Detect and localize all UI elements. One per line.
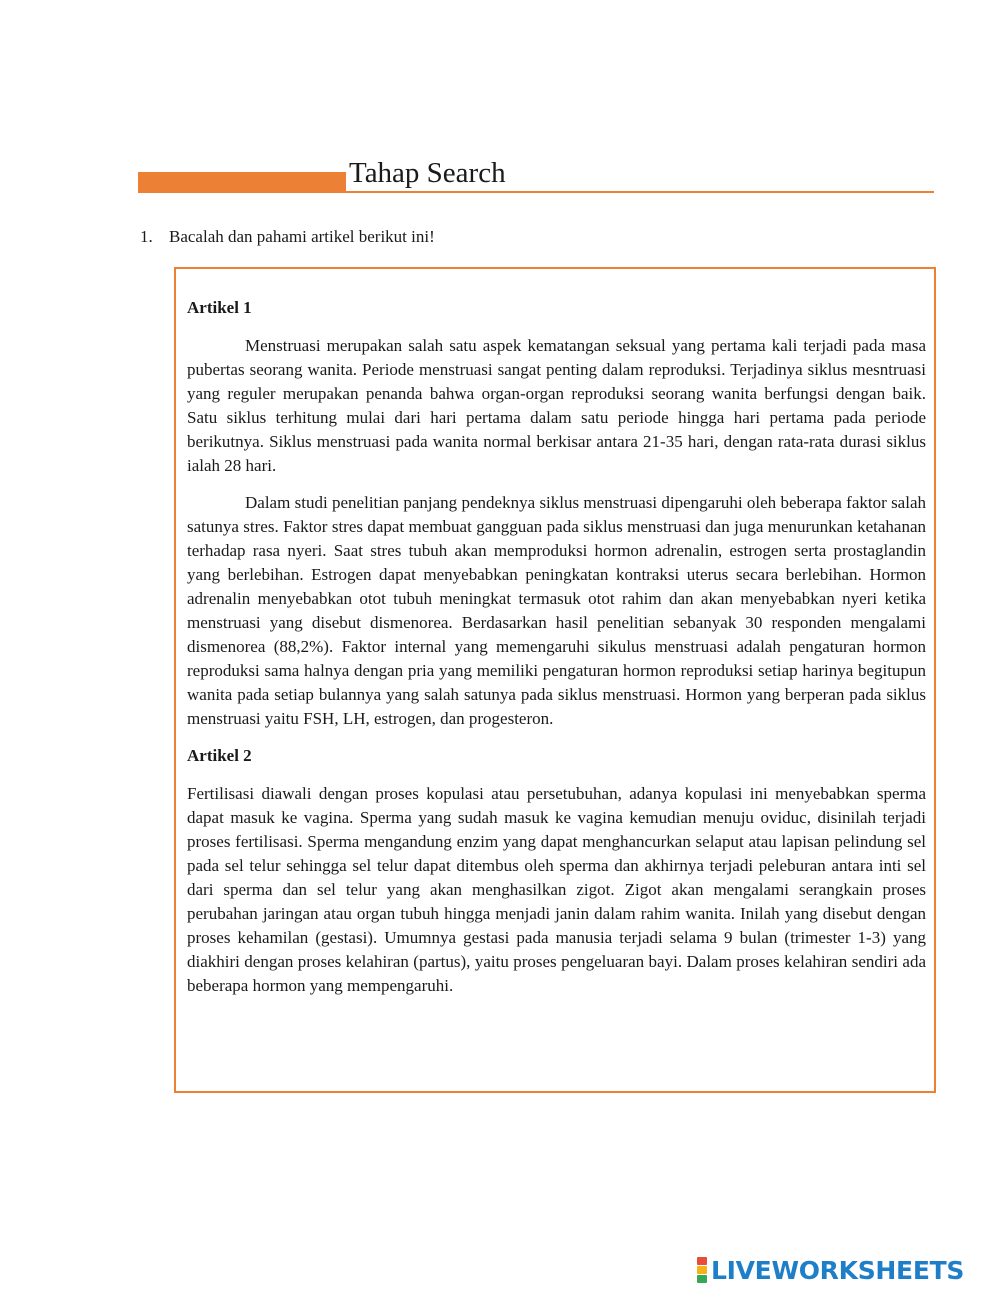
logo-icon-block-red xyxy=(697,1257,707,1265)
section-header-underline xyxy=(138,191,934,193)
article-2-paragraph-1: Fertilisasi diawali dengan proses kopulasi atau persetubuhan, adanya kopulasi ini menyebabkan sperma dapat masuk ke vagina. Sperma yang sudah masuk ke vagina kemudian menuju oviduc, disinilah terjadi proses fertilisasi. Sperma mengandung enzim yang dapat menghancurkan selaput atau lapisan pelindung sel pada sel telur sehingga sel telur dapat ditembus oleh sperma dan akhirnya terjadi peleburan antara inti sel dari sperma dan sel telur yang akan menghasilkan zigot. Zigot akan mengalami serangkain proses perubahan jaringan atau organ tubuh hingga menjadi janin dalam rahim wanita. Inilah yang disebut dengan proses kehamilan (gestasi). Umumnya gestasi pada manusia terjadi selama 9 bulan (trimester 1-3) yang diakhiri dengan proses kelahiran (partus), yaitu proses pengeluaran bayi. Dalam proses kelahiran sendiri ada beberapa hormon yang mempengaruhi. xyxy=(187,784,926,995)
article-1-paragraph-1: Menstruasi merupakan salah satu aspek kematangan seksual yang pertama kali terjadi pada masa pubertas seorang wanita. Periode menstruasi sangat penting dalam reproduksi. Terjadinya siklus mesntruasi yang reguler merupakan penanda bahwa organ-organ reproduksi seorang wanita berfungsi dengan baik. Satu siklus terhitung mulai dari hari pertama dalam satu periode hingga hari pertama pada periode berikutnya. Siklus menstruasi pada wanita normal berkisar antara 21-35 hari, dengan rata-rata durasi siklus ialah 28 hari. xyxy=(187,336,926,475)
article-content xyxy=(187,296,926,1011)
liveworksheets-logo xyxy=(697,1256,964,1284)
article-1-paragraph-2: Dalam studi penelitian panjang pendeknya siklus menstruasi dipengaruhi oleh beberapa faktor salah satunya stres. Faktor stres dapat membuat gangguan pada siklus menstruasi dan juga menurunkan ketahanan terhadap rasa nyeri. Saat stres tubuh akan memproduksi hormon adrenalin, estrogen serta prostaglandin yang berlebihan. Estrogen dapat menyebabkan peningkatan kontraksi uterus secara berlebihan. Hormon adrenalin menyebabkan otot tubuh meningkat termasuk otot rahim dan akan menyebabkan nyeri ketika menstruasi yang disebut dismenorea. Berdasarkan hasil penelitian sebanyak 30 responden mengalami dismenorea (88,2%). Faktor internal yang memengaruhi sikulus menstruasi adalah pengaturan hormon reproduksi sama halnya dengan pria yang memiliki pengaturan hormon reproduksi setiap harinya begitupun wanita pada setiap bulannya yang salah satunya pada siklus menstruasi. Hormon yang berperan pada siklus menstruasi yaitu FSH, LH, estrogen, dan progesteron. xyxy=(187,493,926,728)
section-title: Tahap Search xyxy=(349,157,506,189)
liveworksheets-logo-text: LIVEWORKSHEETS xyxy=(711,1255,965,1285)
article-1-heading: Artikel 1 xyxy=(187,298,252,317)
logo-icon-block-green xyxy=(697,1275,707,1283)
logo-icon-block-yellow xyxy=(697,1266,707,1274)
instruction-item xyxy=(140,226,435,248)
liveworksheets-logo-icon xyxy=(697,1257,707,1283)
instruction-text: Bacalah dan pahami artikel berikut ini! xyxy=(169,227,435,246)
article-2-heading: Artikel 2 xyxy=(187,746,252,765)
instruction-number: 1. xyxy=(140,227,153,246)
section-header-accent-bar xyxy=(138,172,346,193)
